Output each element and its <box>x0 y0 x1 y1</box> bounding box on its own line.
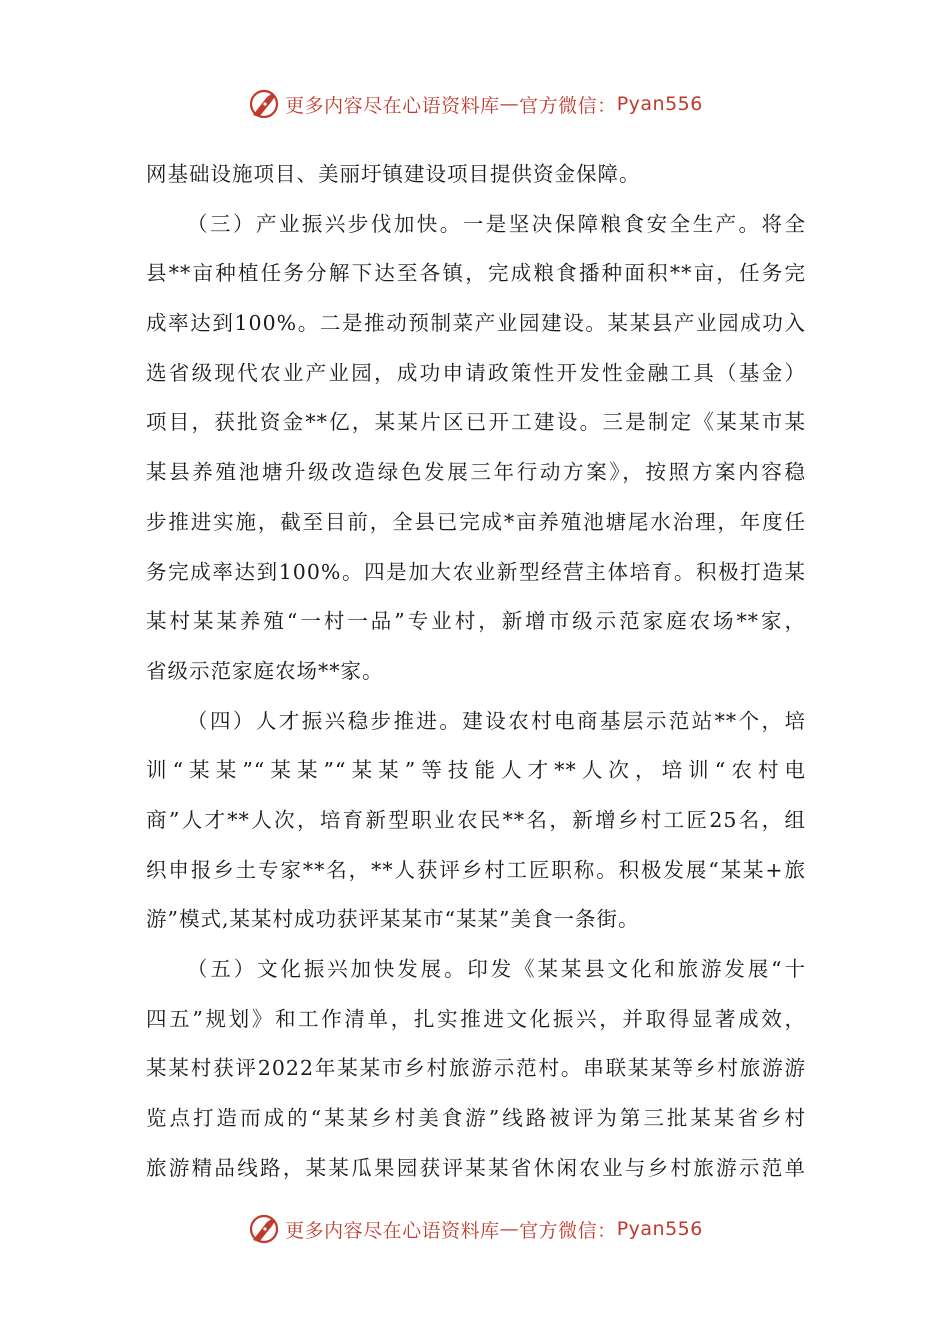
text-line: 览点打造而成的“某某乡村美食游”线路被评为第三批某某省乡村 <box>146 1106 806 1131</box>
text-line: 某村某某养殖“一村一品”专业村，新增市级示范家庭农场**家， <box>146 609 806 634</box>
text-line: 游”模式,某某村成功获评某某市“某某”美食一条街。 <box>146 907 640 932</box>
text-line: 网基础设施项目、美丽圩镇建设项目提供资金保障。 <box>146 162 641 186</box>
text-line: 步推进实施，截至目前，全县已完成*亩养殖池塘尾水治理，年度任 <box>146 509 806 534</box>
watermark-dash: — <box>499 93 520 115</box>
text-line: 省级示范家庭农场**家。 <box>146 658 384 683</box>
text-line: （三）产业振兴步伐加快。一是坚决保障粮食安全生产。将全 <box>187 211 806 236</box>
text-line: 织申报乡土专家**名，**人获评乡村工匠职称。积极发展“某某+旅 <box>146 857 806 882</box>
watermark-header <box>0 84 950 124</box>
watermark-wechat-id: Pyan556 <box>616 93 703 115</box>
text-line: 成率达到100%。二是推动预制菜产业园建设。某某县产业园成功入 <box>146 311 806 336</box>
text-line: （四）人才振兴稳步推进。建设农村电商基层示范站**个，培 <box>187 708 806 733</box>
document-body <box>146 150 806 1193</box>
text-line: 旅游精品线路，某某瓜果园获评某某省休闲农业与乡村旅游示范单 <box>146 1155 806 1180</box>
text-line: 选省级现代农业产业园，成功申请政策性开发性金融工具（基金） <box>146 360 806 385</box>
text-line: 项目，获批资金**亿，某某片区已开工建设。三是制定《某某市某 <box>146 410 806 435</box>
text-line: 某某村获评2022年某某市乡村旅游示范村。串联某某等乡村旅游游 <box>146 1056 806 1081</box>
watermark-label: 官方微信： <box>519 94 617 117</box>
text-line: 某县养殖池塘升级改造绿色发展三年行动方案》，按照方案内容稳 <box>146 460 806 485</box>
text-line: 训“某某”“某某”“某某”等技能人才**人次，培训“农村电 <box>146 758 806 783</box>
watermark-dash: — <box>499 1218 520 1240</box>
watermark-footer <box>0 1209 950 1249</box>
watermark-text: 更多内容尽在心语资料库 <box>285 94 500 117</box>
watermark-text: 更多内容尽在心语资料库 <box>285 1219 500 1242</box>
pen-nib-icon <box>247 87 281 121</box>
text-line: 务完成率达到100%。四是加大农业新型经营主体培育。积极打造某 <box>146 559 806 584</box>
text-line: （五）文化振兴加快发展。印发《某某县文化和旅游发展“十 <box>187 957 806 981</box>
text-line: 四五”规划》和工作清单，扎实推进文化振兴，并取得显著成效， <box>146 1006 806 1031</box>
pen-nib-icon <box>247 1212 281 1246</box>
watermark-label: 官方微信： <box>519 1219 617 1242</box>
text-line: 商”人才**人次，培育新型职业农民**名，新增乡村工匠25名，组 <box>146 807 806 832</box>
watermark-wechat-id: Pyan556 <box>616 1218 703 1240</box>
text-line: 县**亩种植任务分解下达至各镇，完成粮食播种面积**亩，任务完 <box>146 261 806 286</box>
